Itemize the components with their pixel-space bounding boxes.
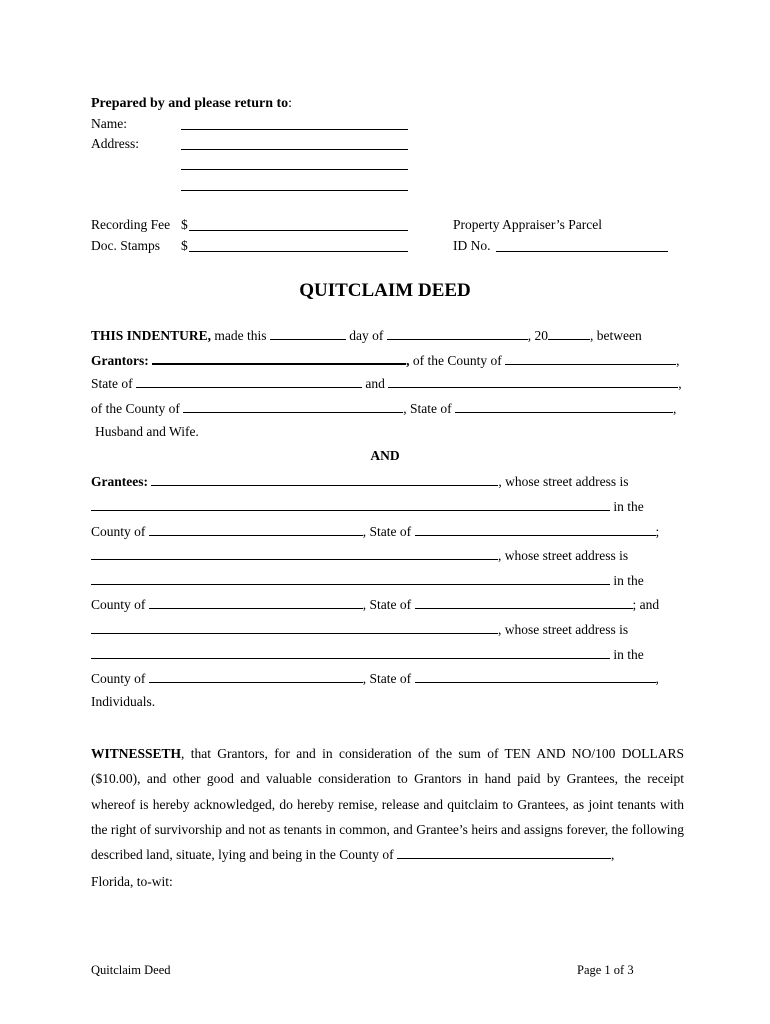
address-field-line-1[interactable] (181, 149, 408, 150)
grantee-3-name-field[interactable] (91, 620, 498, 634)
land-county-field[interactable] (397, 845, 611, 859)
grantee-1-state-field[interactable] (415, 522, 656, 536)
address-field-line-3[interactable] (181, 190, 408, 191)
grantee-2-county-line: County of , State of ; and (91, 597, 660, 612)
second-grantor-county-line: of the County of , State of , (91, 401, 677, 416)
grantee-1-name-line: Grantees: , whose street address is (91, 474, 629, 489)
recording-fee-dollar: $ (181, 217, 188, 232)
grantee-3-county-field[interactable] (149, 669, 363, 683)
grantee-1-address-line: in the (91, 497, 684, 515)
grantors-name-field[interactable] (152, 350, 406, 365)
year-field[interactable] (548, 326, 590, 340)
husband-and-wife: Husband and Wife. (95, 424, 199, 439)
doc-stamps-dollar: $ (181, 238, 188, 253)
second-grantor-field[interactable] (388, 374, 678, 388)
footer-page-number: Page 1 of 3 (577, 963, 634, 977)
page-title: QUITCLAIM DEED (299, 280, 471, 301)
second-grantor-county-field[interactable] (183, 399, 403, 413)
day-field[interactable] (270, 326, 346, 340)
grantee-2-name-line: , whose street address is (91, 546, 684, 564)
grantee-2-state-field[interactable] (415, 595, 633, 609)
grantors-line: Grantors: , of the County of , (91, 350, 684, 369)
grantee-3-address-field[interactable] (91, 645, 610, 659)
grantee-3-name-line: , whose street address is (91, 620, 684, 638)
grantee-2-address-line: in the (91, 571, 684, 589)
parcel-label: Property Appraiser’s Parcel (453, 217, 602, 232)
grantors-state-field[interactable] (136, 374, 362, 388)
parcel-id-field-line[interactable] (496, 251, 668, 252)
prepared-by-heading: Prepared by and please return to: (91, 96, 293, 111)
grantee-2-name-field[interactable] (91, 546, 498, 560)
florida-to-wit: Florida, to-wit: (91, 874, 173, 889)
name-label: Name: (91, 116, 127, 131)
doc-stamps-label: Doc. Stamps (91, 238, 160, 253)
indenture-line: THIS INDENTURE, made this day of , 20 , between (91, 328, 642, 343)
grantee-3-state-field[interactable] (415, 669, 656, 683)
and-heading: AND (370, 448, 400, 463)
recording-fee-field-line[interactable] (189, 230, 408, 231)
grantee-1-county-field[interactable] (149, 522, 363, 536)
parcel-id-label: ID No. (453, 238, 491, 253)
name-field-line[interactable] (181, 129, 408, 130)
witnesseth-paragraph: WITNESSETH, that Grantors, for and in consideration of the sum of TEN AND NO/100 DOLLARS ($10.00), and other good and valuable consideration to Grantors in hand paid by Grantees, the receipt whereof is hereby acknowledged, do hereby remise, release and quitclaim to Grantees, as joint tenants with the right of survivorship and not as tenants in common, and Grantee’s heirs and assigns forever, the following described land, situate, lying and being in the County of , (91, 746, 684, 863)
grantee-3-county-line: County of , State of , (91, 671, 659, 686)
month-field[interactable] (387, 326, 528, 340)
recording-fee-label: Recording Fee (91, 217, 171, 232)
doc-stamps-field-line[interactable] (189, 251, 408, 252)
grantee-1-address-field[interactable] (91, 497, 610, 511)
grantee-2-county-field[interactable] (149, 595, 363, 609)
grantee-1-county-line: County of , State of ; (91, 524, 660, 539)
individuals-text: Individuals. (91, 694, 156, 709)
second-grantor-state-field[interactable] (455, 399, 673, 413)
grantee-1-name-field[interactable] (151, 472, 498, 486)
grantors-county-field[interactable] (505, 351, 676, 365)
grantors-state-line: State of and , (91, 376, 682, 391)
grantee-2-address-field[interactable] (91, 571, 610, 585)
address-field-line-2[interactable] (181, 169, 408, 170)
address-label: Address: (91, 136, 139, 151)
grantee-3-address-line: in the (91, 645, 684, 663)
footer-doc-name: Quitclaim Deed (91, 963, 171, 977)
